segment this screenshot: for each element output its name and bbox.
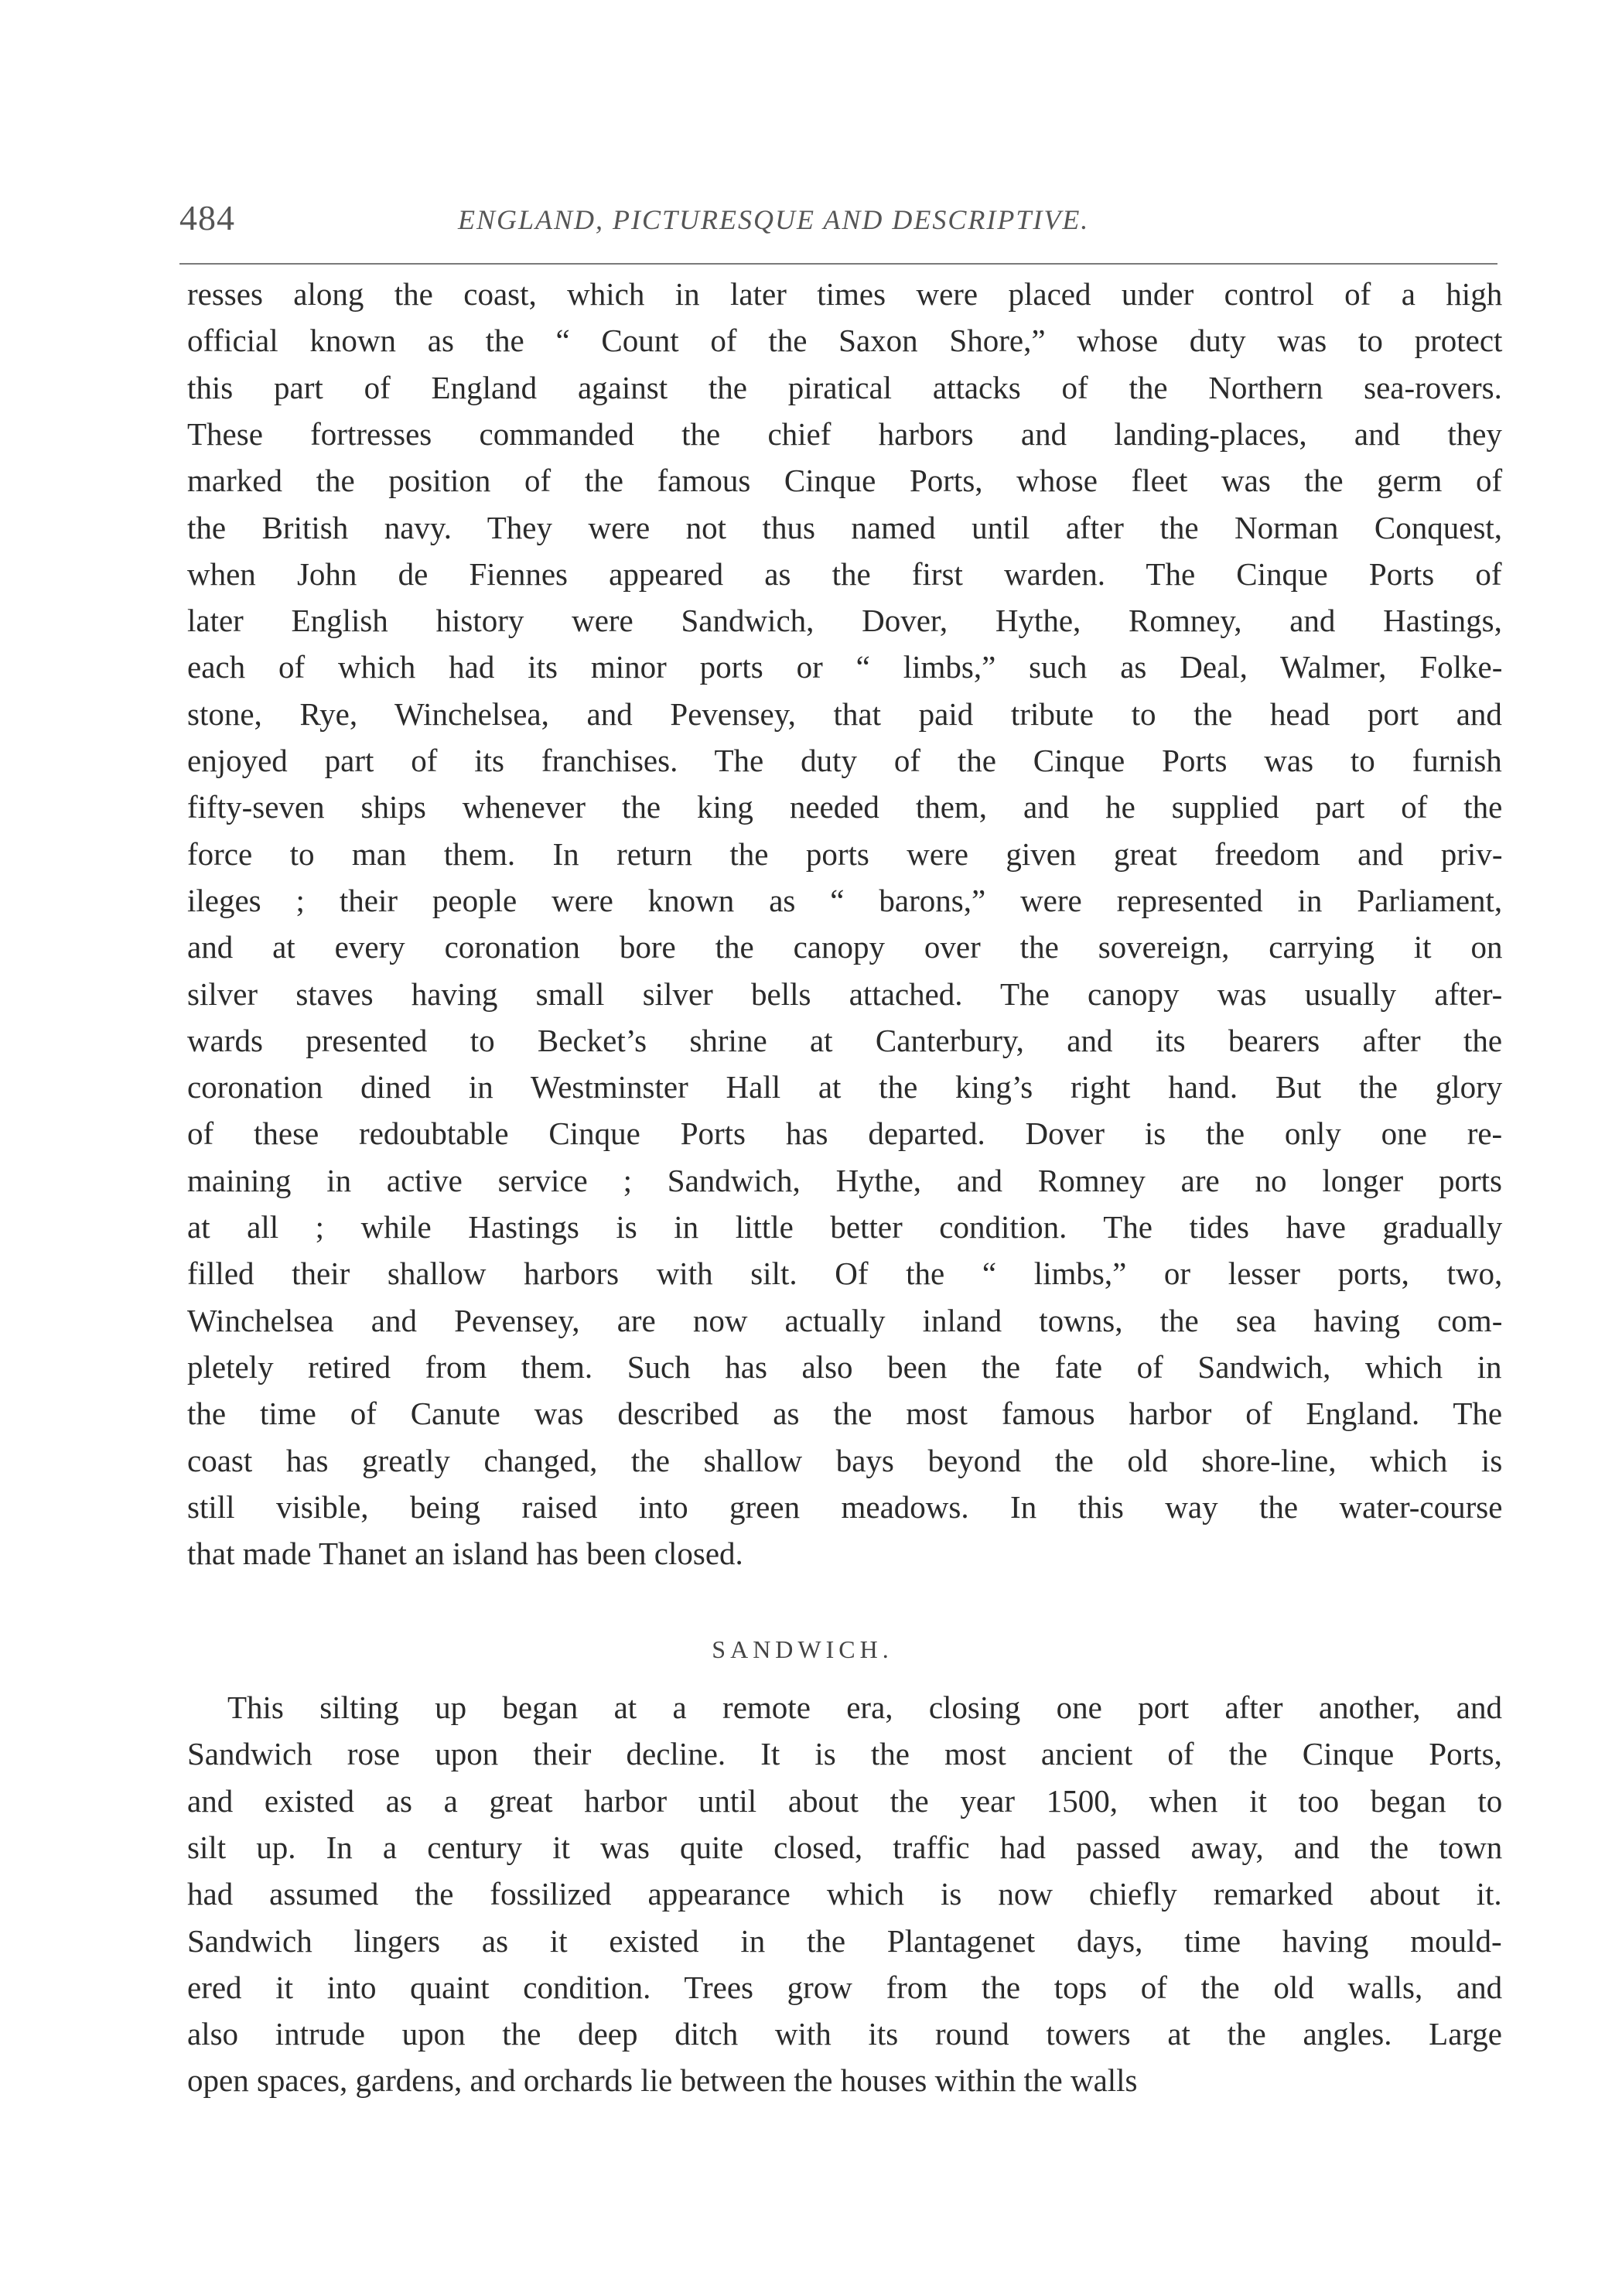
text-line: the time of Canute was described as the most famous harbor of England. The <box>187 1396 1503 1432</box>
text-line: of these redoubtable Cinque Ports has departed. Dover is the only one re- <box>187 1116 1503 1152</box>
text-line: and at every coronation bore the canopy over the sovereign, carrying it on <box>187 929 1503 965</box>
text-line: silver staves having small silver bells attached. The canopy was usually after- <box>187 975 1503 1012</box>
page-number: 484 <box>179 198 235 237</box>
text-line: These fortresses commanded the chief harbors and landing-places, and they <box>187 415 1502 452</box>
header-rule <box>179 263 1497 265</box>
text-line: Winchelsea and Pevensey, are now actually inland towns, the sea having com- <box>187 1302 1503 1338</box>
text-line: pletely retired from them. Such has also been the fate of Sandwich, which in <box>187 1348 1502 1385</box>
text-line: stone, Rye, Winchelsea, and Pevensey, that paid tribute to the head port and <box>187 695 1502 732</box>
text-line: when John de Fiennes appeared as the first warden. The Cinque Ports of <box>187 555 1502 592</box>
text-line: enjoyed part of its franchises. The duty of the Cinque Ports was to furnish <box>187 743 1502 778</box>
text-line: coast has greatly changed, the shallow bays beyond the old shore-line, which is <box>187 1442 1503 1478</box>
text-line: This silting up began at a remote era, closing one port after another, and <box>227 1690 1502 1725</box>
text-line: coronation dined in Westminster Hall at the king’s right hand. But the glory <box>187 1069 1503 1105</box>
text-line: fifty-seven ships whenever the king needed them, and he supplied part of the <box>187 789 1503 825</box>
text-line: resses along the coast, which in later times were placed under control of a high <box>187 276 1503 312</box>
text-line: force to man them. In return the ports were given great freedom and priv- <box>187 835 1503 872</box>
text-line: that made Thanet an island has been closed. <box>187 1536 743 1572</box>
text-line: each of which had its minor ports or “ limbs,” such as Deal, Walmer, Folke- <box>187 649 1503 685</box>
text-line: Sandwich lingers as it existed in the Plantagenet days, time having mould- <box>187 1922 1502 1959</box>
text-line: later English history were Sandwich, Dover, Hythe, Romney, and Hastings, <box>187 603 1502 639</box>
text-line: open spaces, gardens, and orchards lie between the houses within the walls <box>187 2062 1138 2099</box>
text-line: also intrude upon the deep ditch with its round towers at the angles. Large <box>187 2016 1503 2052</box>
text-line: wards presented to Becket’s shrine at Canterbury, and its bearers after the <box>187 1022 1503 1058</box>
section-heading: SANDWICH. <box>712 1635 893 1663</box>
text-line: this part of England against the piratical attacks of the Northern sea-rovers. <box>187 369 1502 405</box>
text-line: ered it into quaint condition. Trees grow from the tops of the old walls, and <box>187 1969 1503 2005</box>
text-line: maining in active service ; Sandwich, Hythe, and Romney are no longer ports <box>187 1162 1502 1198</box>
text-line: still visible, being raised into green meadows. In this way the water-course <box>187 1488 1503 1525</box>
text-line: had assumed the fossilized appearance which is now chiefly remarked about it. <box>187 1876 1502 1912</box>
text-line: at all ; while Hastings is in little better condition. The tides have gradually <box>187 1209 1503 1245</box>
text-line: filled their shallow harbors with silt. Of the “ limbs,” or lesser ports, two, <box>187 1256 1503 1292</box>
text-line: Sandwich rose upon their decline. It is the most ancient of the Cinque Ports, <box>187 1736 1502 1772</box>
text-line: silt up. In a century it was quite closed, traffic had passed away, and the town <box>187 1829 1503 1865</box>
text-line: marked the position of the famous Cinque Ports, whose fleet was the germ of <box>187 463 1503 499</box>
text-line: and existed as a great harbor until about the year 1500, when it too began to <box>187 1782 1503 1819</box>
text-line: the British navy. They were not thus named until after the Norman Conquest, <box>187 509 1503 545</box>
running-title: ENGLAND, PICTURESQUE AND DESCRIPTIVE. <box>458 204 1090 235</box>
text-line: official known as the “ Count of the Saxon Shore,” whose duty was to protect <box>187 323 1503 359</box>
text-line: ileges ; their people were known as “ barons,” were represented in Parliament, <box>187 882 1503 918</box>
page-header <box>179 195 1497 249</box>
